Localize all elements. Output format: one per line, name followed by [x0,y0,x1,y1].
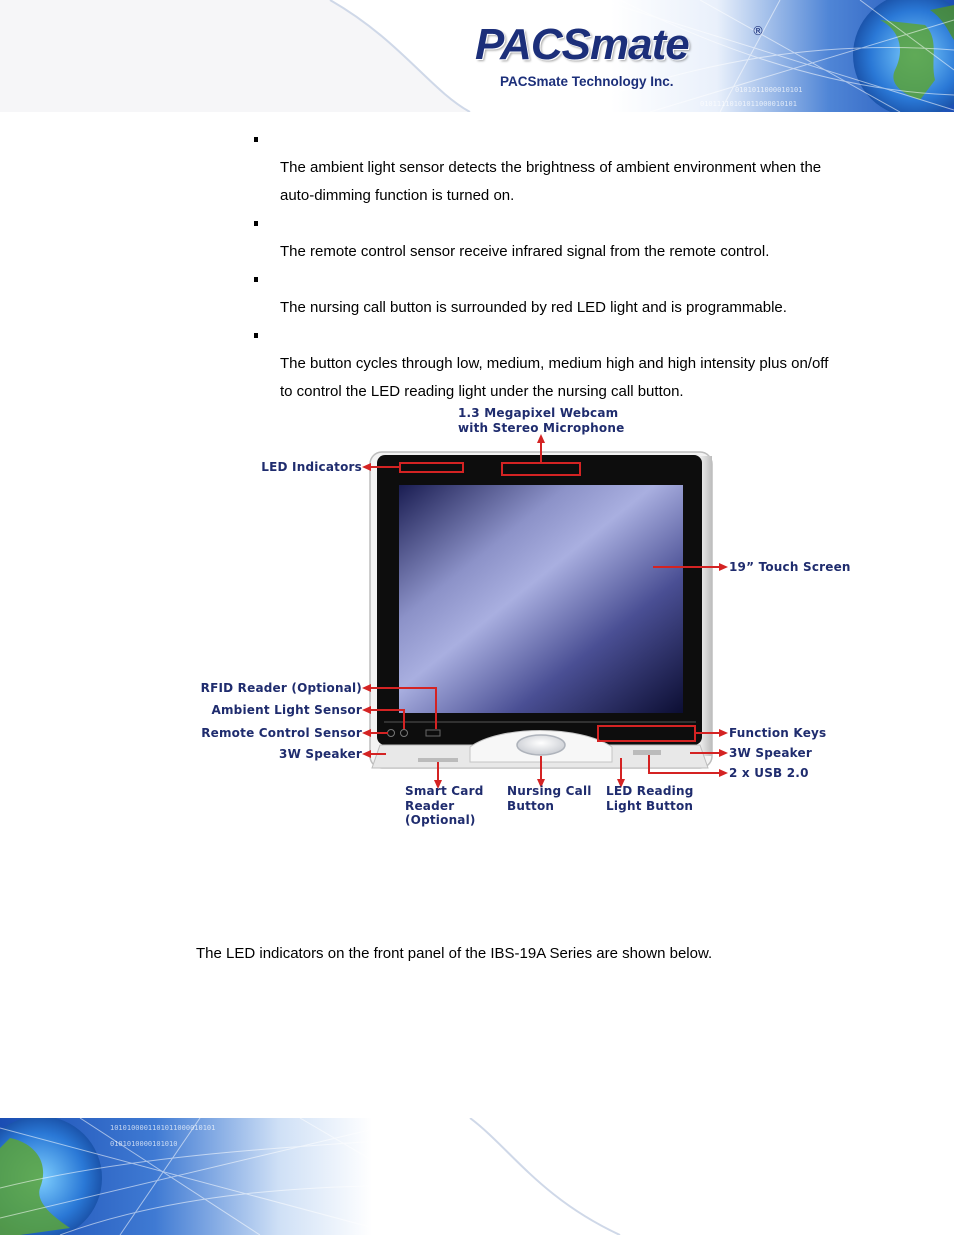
svg-text:0101011000010101: 0101011000010101 [735,86,803,94]
bullet-ambient-text: The ambient light sensor detects the brightness of ambient environment when the auto-dimming function is turned on. [280,159,822,204]
page-footer [0,1118,954,1235]
company-logo: PACSmate [475,20,689,69]
label-speaker-left: 3W Speaker [279,747,362,761]
label-smart-card-line1: Smart Card [405,784,484,798]
bullet-remote-text: The remote control sensor receive infrared signal from the remote control. [280,243,770,260]
led-indicators-intro: The LED indicators on the front panel of the IBS-19A Series are shown below. [196,945,713,962]
label-webcam-line2: with Stereo Microphone [458,420,625,435]
label-webcam-line1: 1.3 Megapixel Webcam [458,406,619,420]
label-nursing-line1: Nursing Call [507,784,592,798]
label-smart-card-line3: (Optional) [405,813,476,827]
bullet-nursing-text: The nursing call button is surrounded by red LED light and is programmable. [280,299,787,316]
label-reading-line1: LED Reading [606,784,694,798]
company-name: PACSmate Technology Inc. [500,74,674,89]
label-usb: 2 x USB 2.0 [729,766,809,780]
label-reading-line2: Light Button [606,798,694,813]
footer-banner-graphic [0,1118,954,1235]
svg-text:01011110101011000010101: 01011110101011000010101 [700,100,797,108]
svg-text:1010100001101011000010101: 1010100001101011000010101 [110,1124,216,1132]
label-rfid-reader: RFID Reader (Optional) [200,681,362,695]
label-speaker-right: 3W Speaker [729,746,812,760]
bullet-reading-text: The button cycles through low, medium, medium high and high intensity plus on/off to control the LED reading light under the nursing call button. [280,355,829,400]
label-smart-card-line2: Reader [405,798,455,813]
label-touch-screen: 19” Touch Screen [729,560,851,574]
registered-mark: ® [752,24,764,38]
label-webcam [458,406,624,435]
label-ambient-light-sensor: Ambient Light Sensor [211,703,362,717]
label-remote-control-sensor: Remote Control Sensor [201,726,362,740]
label-function-keys: Function Keys [729,726,827,740]
svg-text:0101010000101010: 0101010000101010 [110,1140,178,1148]
label-smart-card-reader [405,784,484,828]
label-led-indicators: LED Indicators [261,460,362,474]
label-led-reading-light-button [606,784,694,813]
label-nursing-call-button [507,784,592,813]
label-nursing-line2: Button [507,798,555,813]
